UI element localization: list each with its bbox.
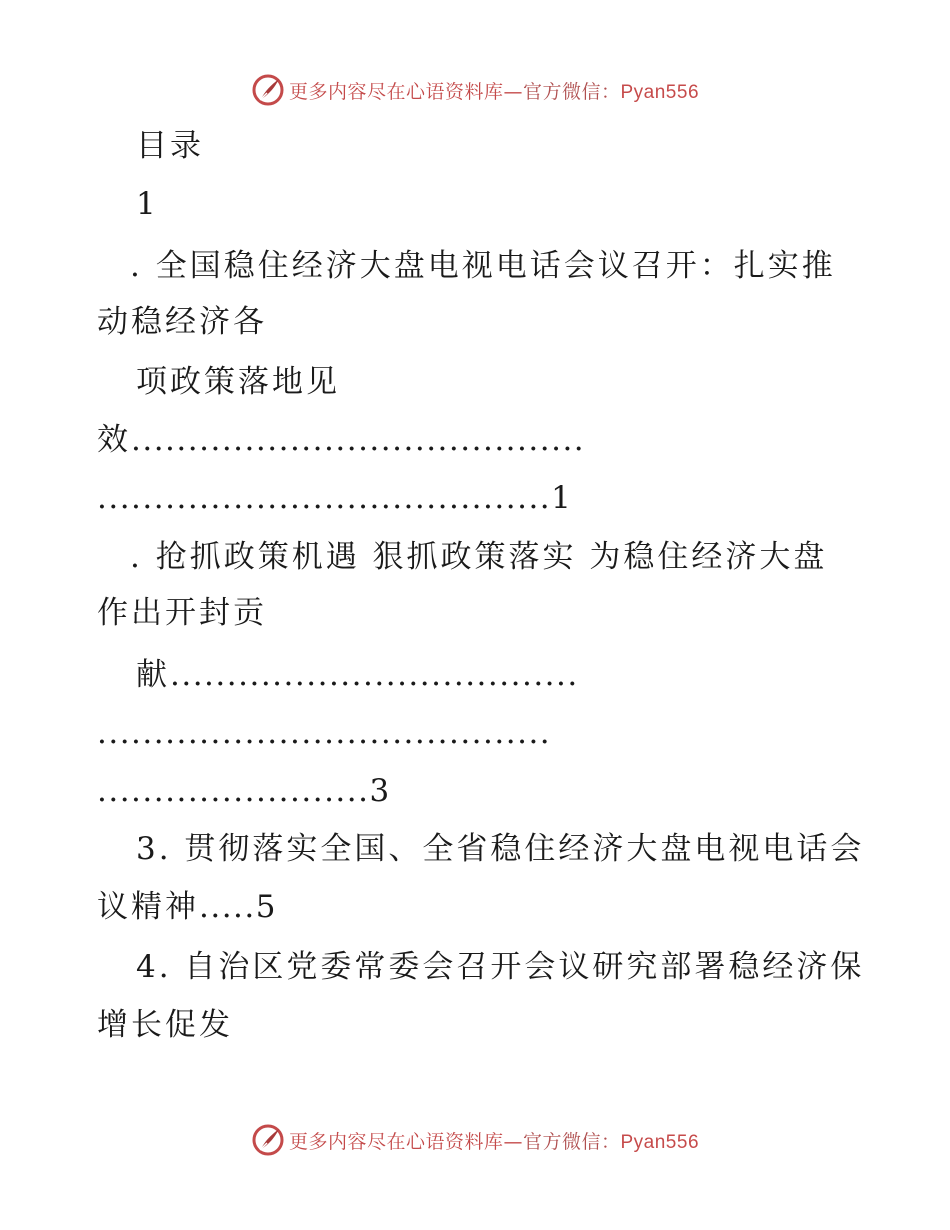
toc-item2-leader-3: ........................ xyxy=(97,773,370,809)
header-banner-id: Pyan556 xyxy=(620,81,700,103)
toc-item2-line1: . 抢抓政策机遇 狠抓政策落实 为稳住经济大盘 xyxy=(130,539,828,575)
footer-banner xyxy=(0,1120,950,1160)
toc-item3-line1: 3. 贯彻落实全国、全省稳住经济大盘电视电话会 xyxy=(136,831,865,867)
toc-item2-line3 xyxy=(136,655,950,695)
footer-banner-text xyxy=(289,1127,699,1154)
footer-banner-id: Pyan556 xyxy=(620,1131,700,1153)
toc-item3-page: 5 xyxy=(255,889,279,925)
header-banner xyxy=(0,70,950,110)
feather-logo-icon xyxy=(251,1123,285,1157)
toc-item2-line2: 作出开封贡 xyxy=(97,595,267,631)
header-banner-main: 更多内容尽在心语资料库 xyxy=(288,80,504,103)
toc-item2-leader-1: .................................... xyxy=(170,657,579,693)
toc-item1-leader-1: ........................................ xyxy=(131,422,586,458)
feather-logo-icon xyxy=(251,73,285,107)
toc-title: 目录 xyxy=(136,128,204,164)
toc-item2-line5 xyxy=(97,771,950,811)
toc-item4-line2: 增长促发 xyxy=(97,1007,233,1043)
footer-banner-wechat: 官方微信： xyxy=(522,1130,621,1153)
toc-item2-text-end: 献 xyxy=(136,657,170,693)
toc-item1-line4 xyxy=(97,420,950,460)
footer-banner-main: 更多内容尽在心语资料库 xyxy=(288,1130,504,1153)
footer-banner-sep: — xyxy=(503,1130,523,1153)
toc-item1-line1: . 全国稳住经济大盘电视电话会议召开：扎实推 xyxy=(130,248,836,284)
toc-number-1: 1 xyxy=(136,186,159,222)
header-banner-wechat: 官方微信： xyxy=(522,80,621,103)
toc-item3-leader: ..... xyxy=(199,889,256,925)
toc-item2-leader-2: ........................................ xyxy=(97,715,552,751)
toc-item2-line4 xyxy=(97,713,950,753)
toc-item3-line2 xyxy=(97,887,950,927)
header-banner-sep: — xyxy=(503,80,523,103)
toc-item1-page: 1 xyxy=(551,480,574,516)
toc-item1-leader-2: ........................................ xyxy=(97,480,552,516)
toc-item1-line2: 动稳经济各 xyxy=(97,304,267,340)
toc-item3-text-end: 议精神 xyxy=(97,889,199,925)
toc-item1-line3: 项政策落地见 xyxy=(136,364,340,400)
toc-item1-line5 xyxy=(97,478,950,518)
toc-item4-line1: 4. 自治区党委常委会召开会议研究部署稳经济保 xyxy=(136,949,865,985)
toc-item1-text-end: 效 xyxy=(97,422,131,458)
header-banner-text xyxy=(289,77,699,104)
toc-item2-page: 3 xyxy=(369,773,393,809)
